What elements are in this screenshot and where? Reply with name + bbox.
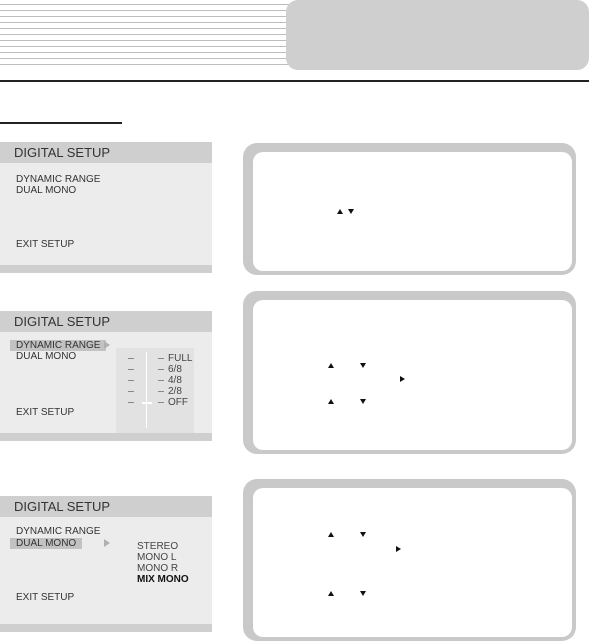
slider-tick	[158, 402, 164, 403]
triangle-up-icon	[337, 209, 343, 214]
header-tab	[286, 0, 589, 70]
instruction-panel-2	[243, 291, 576, 454]
slider-tick	[128, 369, 134, 370]
section-underline	[0, 122, 122, 124]
triangle-right-icon	[400, 376, 405, 382]
menu-item-dual-mono[interactable]: DUAL MONO	[16, 351, 77, 362]
triangle-down-icon	[360, 399, 366, 404]
range-slider-track	[146, 352, 147, 428]
triangle-up-icon	[328, 591, 334, 596]
slider-tick	[128, 380, 134, 381]
slider-tick	[158, 358, 164, 359]
triangle-right-icon	[396, 546, 401, 552]
option-mono-l[interactable]: MONO L	[137, 552, 177, 563]
instruction-panel-inner	[253, 152, 572, 271]
menu-item-exit-setup[interactable]: EXIT SETUP	[16, 407, 75, 418]
osd-bottom-bar	[0, 624, 212, 632]
triangle-down-icon	[360, 532, 366, 537]
option-2-8[interactable]: 2/8	[168, 386, 182, 397]
osd-bottom-bar	[0, 433, 212, 441]
submenu-arrow-icon	[104, 341, 110, 349]
option-full[interactable]: FULL	[168, 353, 193, 364]
submenu-arrow-icon	[104, 539, 110, 547]
menu-item-exit-setup[interactable]: EXIT SETUP	[16, 592, 75, 603]
osd-screen-1	[0, 142, 212, 273]
osd-screen-3	[0, 496, 212, 632]
menu-item-dynamic-range[interactable]: DYNAMIC RANGE	[16, 174, 101, 185]
instruction-panel-inner	[253, 488, 572, 637]
menu-item-dynamic-range[interactable]: DYNAMIC RANGE	[16, 526, 101, 537]
slider-tick	[158, 369, 164, 370]
slider-thumb[interactable]	[142, 402, 152, 404]
triangle-up-icon	[328, 399, 334, 404]
menu-item-exit-setup[interactable]: EXIT SETUP	[16, 239, 75, 250]
osd-screen-2	[0, 311, 212, 441]
osd-bottom-bar	[0, 265, 212, 273]
instruction-panel-1	[243, 143, 576, 275]
option-6-8[interactable]: 6/8	[168, 364, 182, 375]
option-mono-r[interactable]: MONO R	[137, 563, 179, 574]
option-stereo[interactable]: STEREO	[137, 541, 179, 552]
triangle-down-icon	[360, 363, 366, 368]
osd-title: DIGITAL SETUP	[0, 311, 212, 332]
triangle-down-icon	[348, 209, 354, 214]
slider-tick	[128, 402, 134, 403]
option-off[interactable]: OFF	[168, 397, 188, 408]
triangle-down-icon	[360, 591, 366, 596]
slider-tick	[158, 391, 164, 392]
menu-item-dual-mono[interactable]: DUAL MONO	[10, 538, 82, 549]
dynamic-range-submenu	[116, 348, 194, 434]
instruction-panel-inner	[253, 300, 572, 450]
instruction-panel-3	[243, 479, 576, 641]
osd-title: DIGITAL SETUP	[0, 496, 212, 517]
slider-tick	[128, 358, 134, 359]
menu-item-dynamic-range[interactable]: DYNAMIC RANGE	[10, 340, 106, 351]
option-mix-mono[interactable]: MIX MONO	[137, 574, 189, 585]
osd-title: DIGITAL SETUP	[0, 142, 212, 163]
slider-tick	[158, 380, 164, 381]
header-rule	[0, 80, 589, 82]
header-lines	[0, 4, 290, 70]
triangle-up-icon	[328, 363, 334, 368]
slider-tick	[128, 391, 134, 392]
menu-item-dual-mono[interactable]: DUAL MONO	[16, 185, 77, 196]
option-4-8[interactable]: 4/8	[168, 375, 182, 386]
triangle-up-icon	[328, 532, 334, 537]
